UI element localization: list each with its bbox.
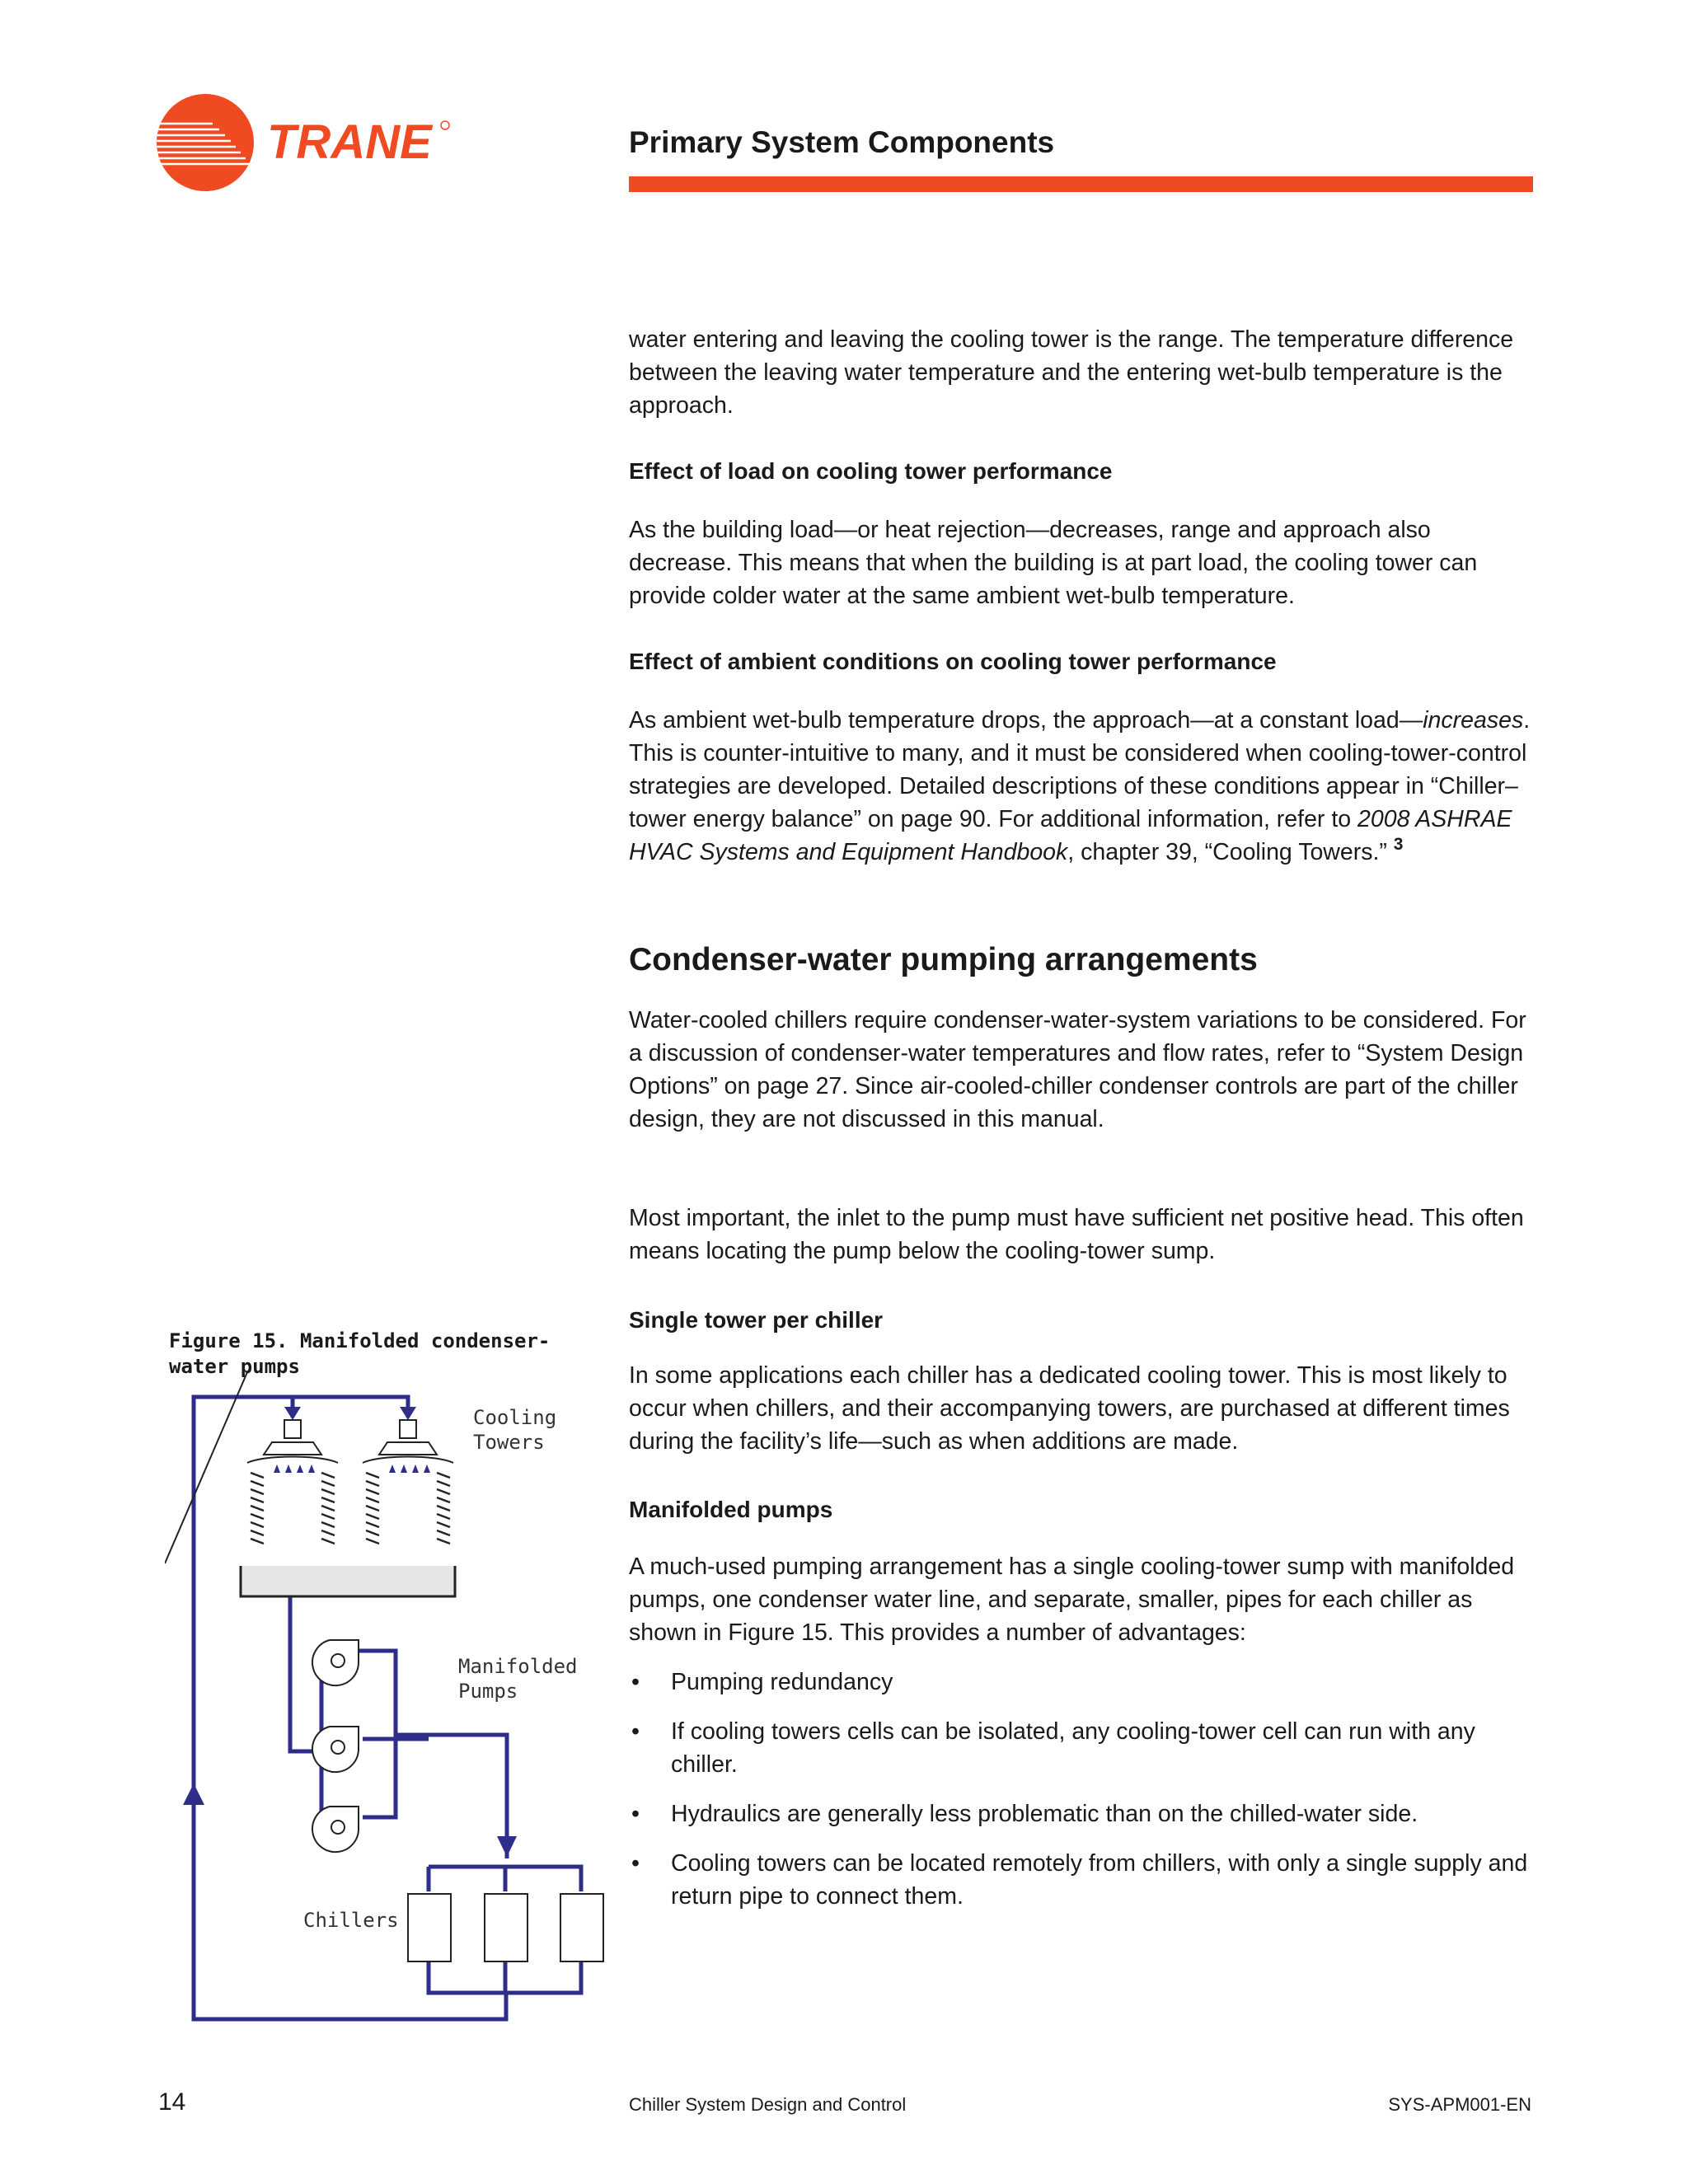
pump-3-icon — [312, 1807, 359, 1852]
subheading-load: Effect of load on cooling tower performance — [629, 458, 1113, 484]
paragraph-ambient — [629, 704, 1540, 869]
trane-logo-graphic — [155, 92, 462, 193]
flow-arrow — [284, 1407, 301, 1420]
supply-pipe — [396, 1735, 507, 1858]
pump-2-icon — [312, 1727, 359, 1772]
list-item: • Pumping redundancy — [629, 1666, 1540, 1699]
label-towers: Towers — [473, 1431, 545, 1454]
list-item: • Hydraulics are generally less problematic than on the chilled-water side. — [629, 1797, 1540, 1830]
footer-document-code: SYS-APM001-EN — [1388, 2094, 1531, 2115]
paragraph-condenser-water: Water-cooled chillers require condenser-water-system variations to be considered. For a discussion of condenser-water temperatures and flow rates, refer to “System Design Options” on page 27. Since air-cooled-chiller condenser controls are part of the chiller design, they are not discussed in this manual. — [629, 1007, 1526, 1132]
page-number: 14 — [158, 2088, 186, 2116]
ambient-text-1: As ambient wet-bulb temperature drops, the approach—at a constant load— — [629, 707, 1423, 733]
paragraph-range-approach: water entering and leaving the cooling tower is the range. The temperature difference between the leaving water temperature and the entering wet-bulb temperature is the approach. — [629, 326, 1514, 419]
paragraph-single-tower: In some applications each chiller has a dedicated cooling tower. This is most likely to occur when chillers, and their accompanying towers, are purchased at different times during the facility’s life—such as when additions are made. — [629, 1362, 1510, 1455]
handbook-title: 2008 ASHRAE HVAC Systems and Equipment Handbook — [629, 806, 1512, 865]
cooling-tower-2 — [363, 1420, 453, 1463]
page-title: Primary System Components — [629, 125, 1055, 159]
list-item: • If cooling towers cells can be isolated, any cooling-tower cell can run with any chiller. — [629, 1715, 1540, 1781]
label-pumps: Pumps — [458, 1680, 518, 1703]
cooling-tower-sump — [241, 1566, 455, 1596]
chiller-3-icon — [560, 1894, 603, 1961]
flow-arrow — [497, 1836, 517, 1857]
trane-circle-mark — [157, 94, 254, 191]
section-title: Condenser-water pumping arrangements — [629, 942, 1258, 977]
label-cooling: Cooling — [473, 1406, 557, 1429]
bullet-dot: • — [631, 1801, 640, 1827]
bullet-dot: • — [631, 1718, 640, 1745]
subheading-ambient: Effect of ambient conditions on cooling tower performance — [629, 649, 1277, 674]
trane-wordmark: TRANE — [267, 115, 432, 169]
figure-caption: Figure 15. Manifolded condenser-water pumps — [169, 1329, 551, 1378]
chiller-2-icon — [485, 1894, 528, 1961]
subheading-single-tower: Single tower per chiller — [629, 1307, 884, 1333]
tower-fill-hatching — [251, 1473, 450, 1544]
paragraph-net-positive-head: Most important, the inlet to the pump must have sufficient net positive head. This often means locating the pump below the cooling-tower sump. — [629, 1205, 1524, 1264]
bullet-dot: • — [631, 1669, 640, 1695]
paragraph-manifolded-pumps: A much-used pumping arrangement has a single cooling-tower sump with manifolded pumps, one condenser water line, and separate, smaller, pipes for each chiller as shown in Figure 15. This provides a number of advantages: — [629, 1554, 1515, 1646]
ambient-text-2: . This is counter-intuitive to many, and it must be considered when cooling-tower-control strategies are developed. Detailed descriptions of these conditions appear in “Chiller–tower energy balance” on page 90. For additional information, refer to — [629, 707, 1531, 832]
chiller-1-icon — [408, 1894, 451, 1961]
pump-discharge-manifold — [359, 1651, 396, 1817]
label-chillers: Chillers — [303, 1909, 399, 1932]
footnote-ref[interactable]: 3 — [1393, 835, 1404, 854]
ambient-text-3: , chapter 39, “Cooling Towers.” — [1067, 839, 1387, 865]
subheading-manifolded-pumps: Manifolded pumps — [629, 1497, 833, 1522]
list-item: • Cooling towers can be located remotely from chillers, with only a single supply and return pipe to connect them. — [629, 1847, 1540, 1913]
pump-1-icon — [312, 1640, 359, 1685]
trane-logo — [155, 92, 462, 193]
footer-document-title: Chiller System Design and Control — [629, 2094, 907, 2115]
bullet-dot: • — [631, 1850, 640, 1877]
label-manifolded: Manifolded — [458, 1655, 578, 1678]
spray-arrows — [274, 1465, 430, 1473]
header-accent-bar — [629, 176, 1533, 192]
ambient-emphasis: increases — [1423, 707, 1524, 733]
flow-arrow — [183, 1783, 204, 1805]
advantages-list — [629, 1666, 1540, 1929]
manifolded-pumps-diagram — [165, 1372, 626, 2032]
paragraph-load: As the building load—or heat rejection—decreases, range and approach also decrease. This means that when the building is at part load, the cooling tower can provide colder water at the same ambient wet-bulb temperature. — [629, 517, 1478, 609]
flow-arrow — [400, 1407, 416, 1420]
